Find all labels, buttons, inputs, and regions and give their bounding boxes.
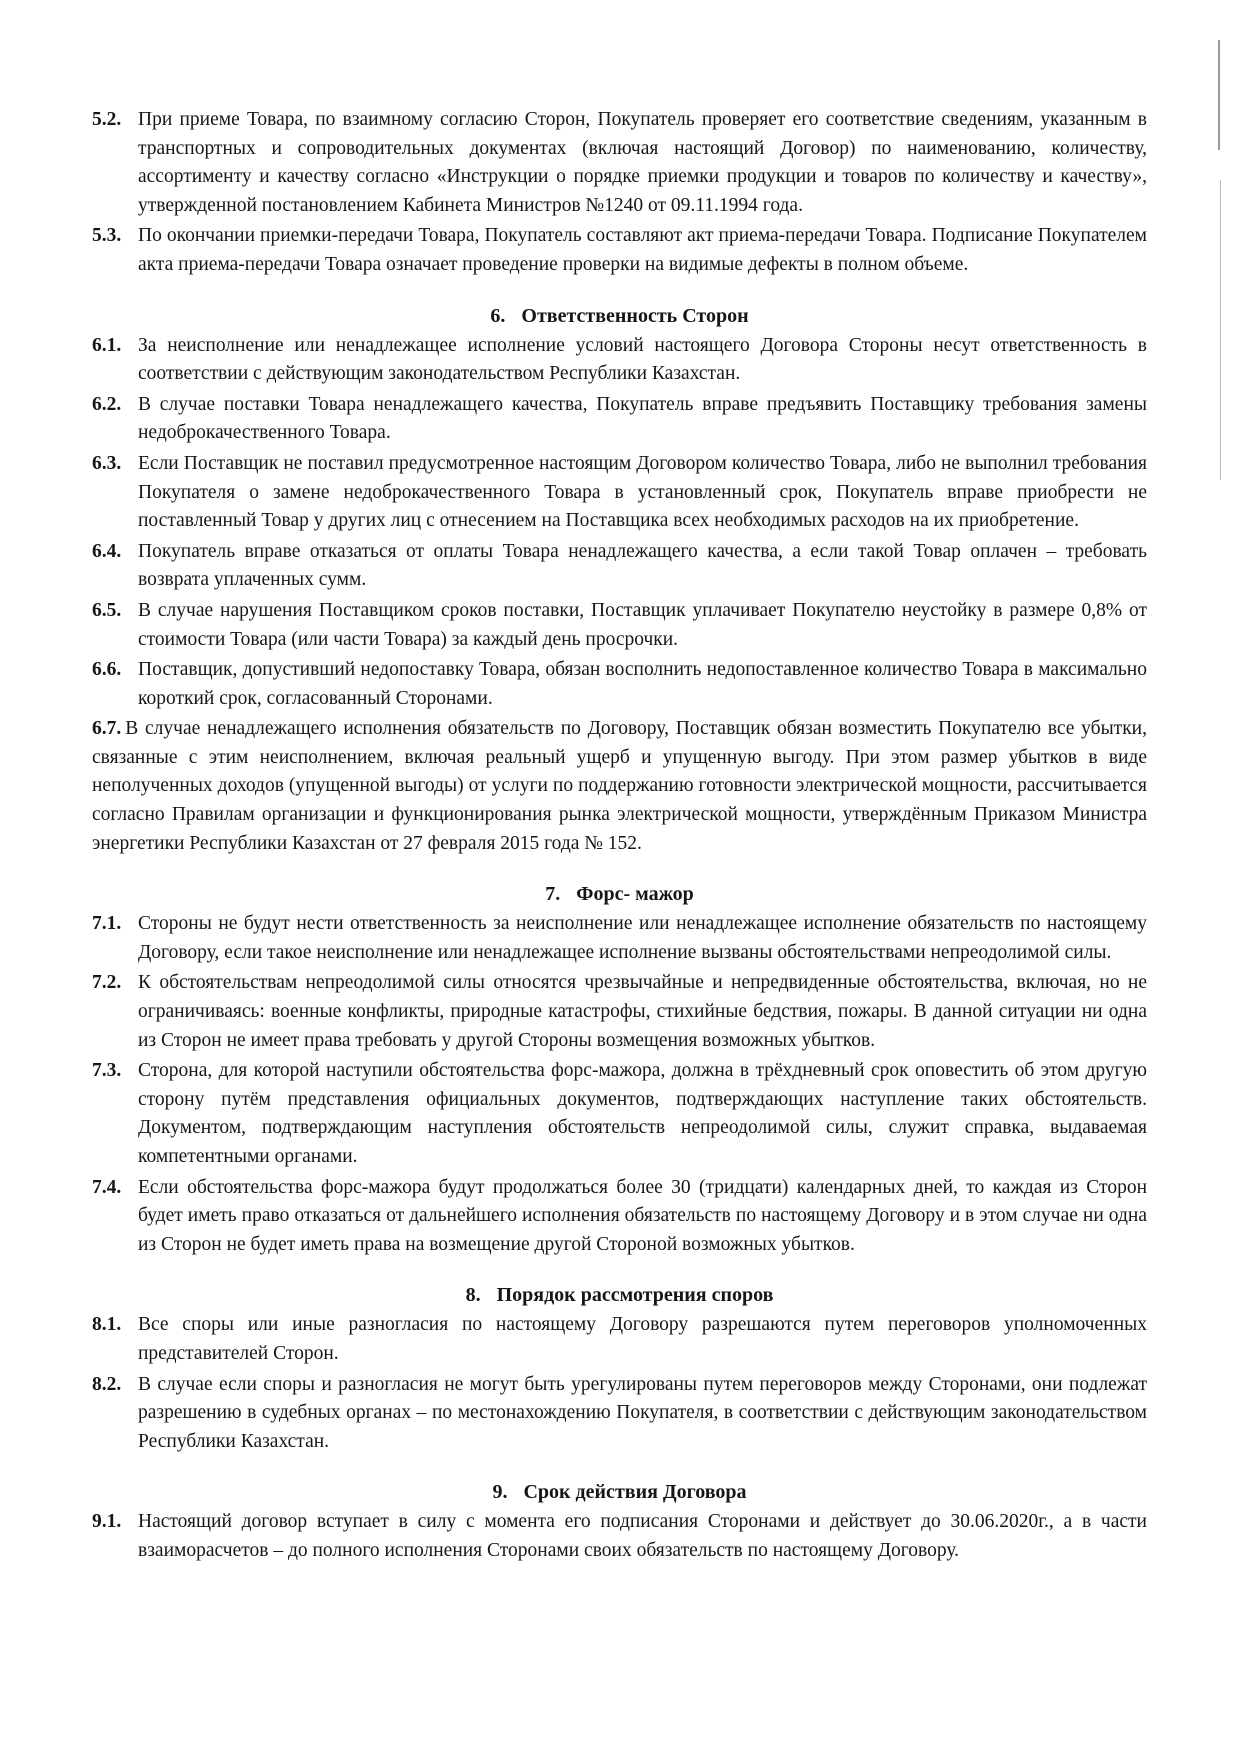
clause-text: В случае поставки Товара ненадлежащего качества, Покупатель вправе предъявить Поставщику требования замены недоброкачественного Товара. [138,393,1147,444]
clause-number: 5.3. [92,225,122,247]
section-heading [92,880,1147,908]
section-number: 8. [465,1284,481,1307]
clause-number: 8.1. [92,1314,122,1336]
clause [92,222,1147,279]
clause-number: 5.2. [92,109,122,130]
clause [92,1057,1147,1171]
section-number: 6. [490,304,506,327]
clause-text: В случае ненадлежащего исполнения обязательств по Договору, Поставщик обязан возместить Покупателю все убытки, связанные с этим неисполнением, включая реальный ущерб и упущенную выгоду. При этом размер убытков в виде неполученных доходов (упущенной выгоды) от услуги по поддержанию готовности электрической мощности, рассчитывается согласно Правилам организации и функционирования рынка электрической мощности, утверждённым Приказом Министра энергетики Республики Казахстан от 27 февраля 2015 года № 152. [92,718,1147,854]
clause [92,715,1147,858]
clause-text: Настоящий договор вступает в силу с момента его подписания Сторонами и действует до 30.06.2020г., а в части взаиморасчетов – до полного исполнения Сторонами своих обязательств по настоящему Договору. [138,1511,1147,1561]
clause [92,538,1147,595]
clause-text: За неисполнение или ненадлежащее исполнение условий настоящего Договора Стороны несут ответственность в соответствии с действующим законодательством Республики Казахстан. [138,334,1147,385]
clause [92,450,1147,536]
clause-number: 6.1. [92,334,122,356]
clause-number: 7.3. [92,1060,122,1082]
section-title: Ответственность Сторон [521,304,749,327]
clause-number: 6.2. [92,393,122,415]
section-heading [92,302,1147,330]
section-title: Порядок рассмотрения споров [496,1284,774,1307]
section-number: 9. [492,1481,508,1504]
clause-text: Если обстоятельства форс-мажора будут продолжаться более 30 (тридцати) календарных дней, то каждая из Сторон будет иметь право отказаться от дальнейшего исполнения обязательств по настоящему Договору и в этом случае ни одна из Сторон не будет иметь права на возмещение другой Стороной возможных убытков. [138,1176,1147,1255]
clause-text: Поставщик, допустивший недопоставку Товара, обязан восполнить недопоставленное количество Товара в максимально короткий срок, согласованный Сторонами. [138,659,1147,709]
scan-edge-mark [1220,180,1221,480]
clause [92,1174,1147,1260]
clause-text: При приеме Товара, по взаимному согласию Сторон, Покупатель проверяет его соответствие сведениям, указанным в транспортных и сопроводительных документах (включая настоящий Договор) по наименованию, количеству, ассортименту и качеству согласно «Инструкции о порядке приемки продукции и товаров по количеству и качеству», утвержденной постановлением Кабинета Министров №1240 от 09.11.1994 года. [138,109,1147,216]
clause-number: 7.1. [92,913,122,935]
clause-text: Сторона, для которой наступили обстоятельства форс-мажора, должна в трёхдневный срок оповестить об этом другую сторону путём представления официальных документов, подтверждающих наступление таких обстоятельств. Документом, подтверждающим наступления обстоятельств непреодолимой силы, служит справка, выдаваемая компетентными органами. [138,1060,1147,1167]
clause-number: 6.3. [92,452,122,474]
clause-text: Если Поставщик не поставил предусмотренное настоящим Договором количество Товара, либо не выполнил требования Покупателя о замене недоброкачественного Товара в установленный срок, Покупатель вправе приобрести не поставленный Товар у других лиц с отнесением на Поставщика всех необходимых расходов на их приобретение. [138,452,1147,532]
clause-text: Стороны не будут нести ответственность за неисполнение или ненадлежащее исполнение обязательств по настоящему Договору, если такое неисполнение или ненадлежащее исполнение вызваны обстоятельствами непреодолимой силы. [138,913,1147,963]
section-title: Форс- мажор [576,883,694,906]
clause-number: 6.6. [92,659,122,681]
clause [92,391,1147,448]
clause-text: Покупатель вправе отказаться от оплаты Товара ненадлежащего качества, а если такой Товар оплачен – требовать возврата уплаченных сумм. [138,540,1147,591]
section-title: Срок действия Договора [523,1481,747,1504]
clause-number: 6.4. [92,540,122,562]
clause [92,656,1147,713]
clause-text: По окончании приемки-передачи Товара, Покупатель составляют акт приема-передачи Товара. Подписание Покупателем акта приема-передачи Товара означает проведение проверки на видимые дефекты в полном объеме. [138,225,1147,275]
clause [92,332,1147,389]
section-heading [92,1281,1147,1309]
scan-edge-mark [1218,40,1220,150]
clause-text: В случае нарушения Поставщиком сроков поставки, Поставщик уплачивает Покупателю неустойку в размере 0,8% от стоимости Товара (или части Товара) за каждый день просрочки. [138,599,1147,650]
clause-number: 7.4. [92,1176,122,1198]
clause-number: 7.2. [92,972,122,994]
clause [92,1311,1147,1368]
clause-text: К обстоятельствам непреодолимой силы относятся чрезвычайные и непредвиденные обстоятельства, включая, но не ограничиваясь: военные конфликты, природные катастрофы, стихийные бедствия, пожары. В данной ситуации ни одна из Сторон не имеет права требовать у другой Стороны возмещения возможных убытков. [138,972,1147,1051]
clause-number: 6.7. [92,718,122,740]
clause [92,1508,1147,1565]
clause-text: В случае если споры и разногласия не могут быть урегулированы путем переговоров между Сторонами, они подлежат разрешению в судебных органах – по местонахождению Покупателя, в соответствии с действующим законодательством Республики Казахстан. [138,1373,1147,1452]
section-number: 7. [545,883,561,906]
clause [92,1371,1147,1457]
clause-text: Все споры или иные разногласия по настоящему Договору разрешаются путем переговоров уполномоченных представителей Сторон. [138,1314,1147,1364]
clause-number: 9.1. [92,1511,122,1533]
clause [92,597,1147,654]
clause [92,106,1147,220]
clause [92,969,1147,1055]
clause-number: 6.5. [92,599,122,621]
document-page [92,106,1147,1568]
clause-number: 8.2. [92,1373,122,1395]
section-heading [92,1478,1147,1506]
clause [92,910,1147,967]
